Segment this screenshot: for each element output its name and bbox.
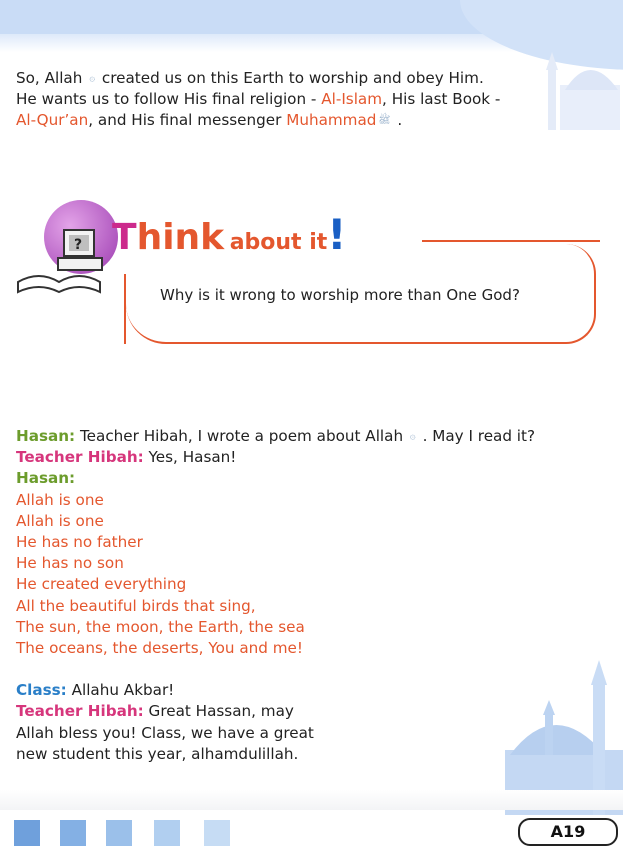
intro-line-1 [16,68,606,89]
pbuh-glyph: ﷺ [378,115,391,126]
computer-book-icon [14,222,124,302]
swt-glyph: ۞ [409,431,416,442]
svg-text:?: ? [74,237,83,253]
dialog-line: new student this year, alhamdulillah. [16,744,299,763]
footer-square [14,820,40,846]
dialog-text: . May I read it? [417,427,536,445]
book-highlight: Al-Qur’an [16,111,89,129]
intro-line-1-pre: So, Allah [16,69,83,87]
poem-line: He created everything [16,575,187,594]
speaker-hasan: Hasan: [16,469,76,488]
footer-square [106,820,132,846]
intro-line-3 [16,110,606,131]
intro-line-1-post: created us on this Earth to worship and obey Him. [97,69,484,87]
dialog-line: Allah bless you! Class, we have a great [16,723,314,742]
poem-line: Allah is one [16,511,104,530]
poem-line: The sun, the moon, the Earth, the sea [16,617,305,636]
intro-line-3-end: . [392,111,403,129]
think-about-it-box [14,200,614,360]
dialog-text: Yes, Hasan! [143,448,237,467]
swt-glyph: ۞ [89,73,96,84]
dialog-line [16,680,616,701]
think-title-rest: hink [136,217,225,258]
think-question: Why is it wrong to worship more than One God? [160,286,520,304]
poem-line: He has no father [16,533,143,552]
messenger-highlight: Muhammad [286,111,377,129]
intro-line-3-mid: , and His final messenger [88,111,287,129]
speaker-class: Class: [16,681,67,700]
think-title-bang: ! [327,210,347,259]
dialog-line [16,468,616,489]
dialog-text: Allahu Akbar! [66,681,175,700]
footer-square [204,820,230,846]
footer-square [60,820,86,846]
dialog-section [16,426,616,765]
think-title-first: T [112,217,137,258]
speaker-hasan: Hasan: [16,427,76,445]
intro-line-2-post: , His last Book - [382,90,501,108]
footer-stripe [0,790,623,810]
page-number: A19 [518,818,618,846]
think-title-about: about it [229,230,328,255]
dialog-text: Teacher Hibah, I wrote a poem about Allah [75,427,404,445]
dialog-text: Great Hassan, may [143,702,294,721]
intro-line-2 [16,89,606,110]
poem-line: He has no son [16,554,124,573]
dialog-line [16,701,616,722]
title-rule [422,240,600,242]
intro-line-2-pre: He wants us to follow His final religion - [16,90,322,108]
intro-paragraph [16,68,606,131]
poem-line: Allah is one [16,490,104,509]
dialog-line [16,426,616,447]
footer-square [154,820,180,846]
dialog-line [16,447,616,468]
religion-highlight: Al-Islam [321,90,383,108]
poem-line: All the beautiful birds that sing, [16,596,256,615]
spacer [16,659,616,680]
poem-line: The oceans, the deserts, You and me! [16,639,303,658]
speaker-teacher-hibah: Teacher Hibah: [16,448,144,467]
speaker-teacher-hibah: Teacher Hibah: [16,702,144,721]
